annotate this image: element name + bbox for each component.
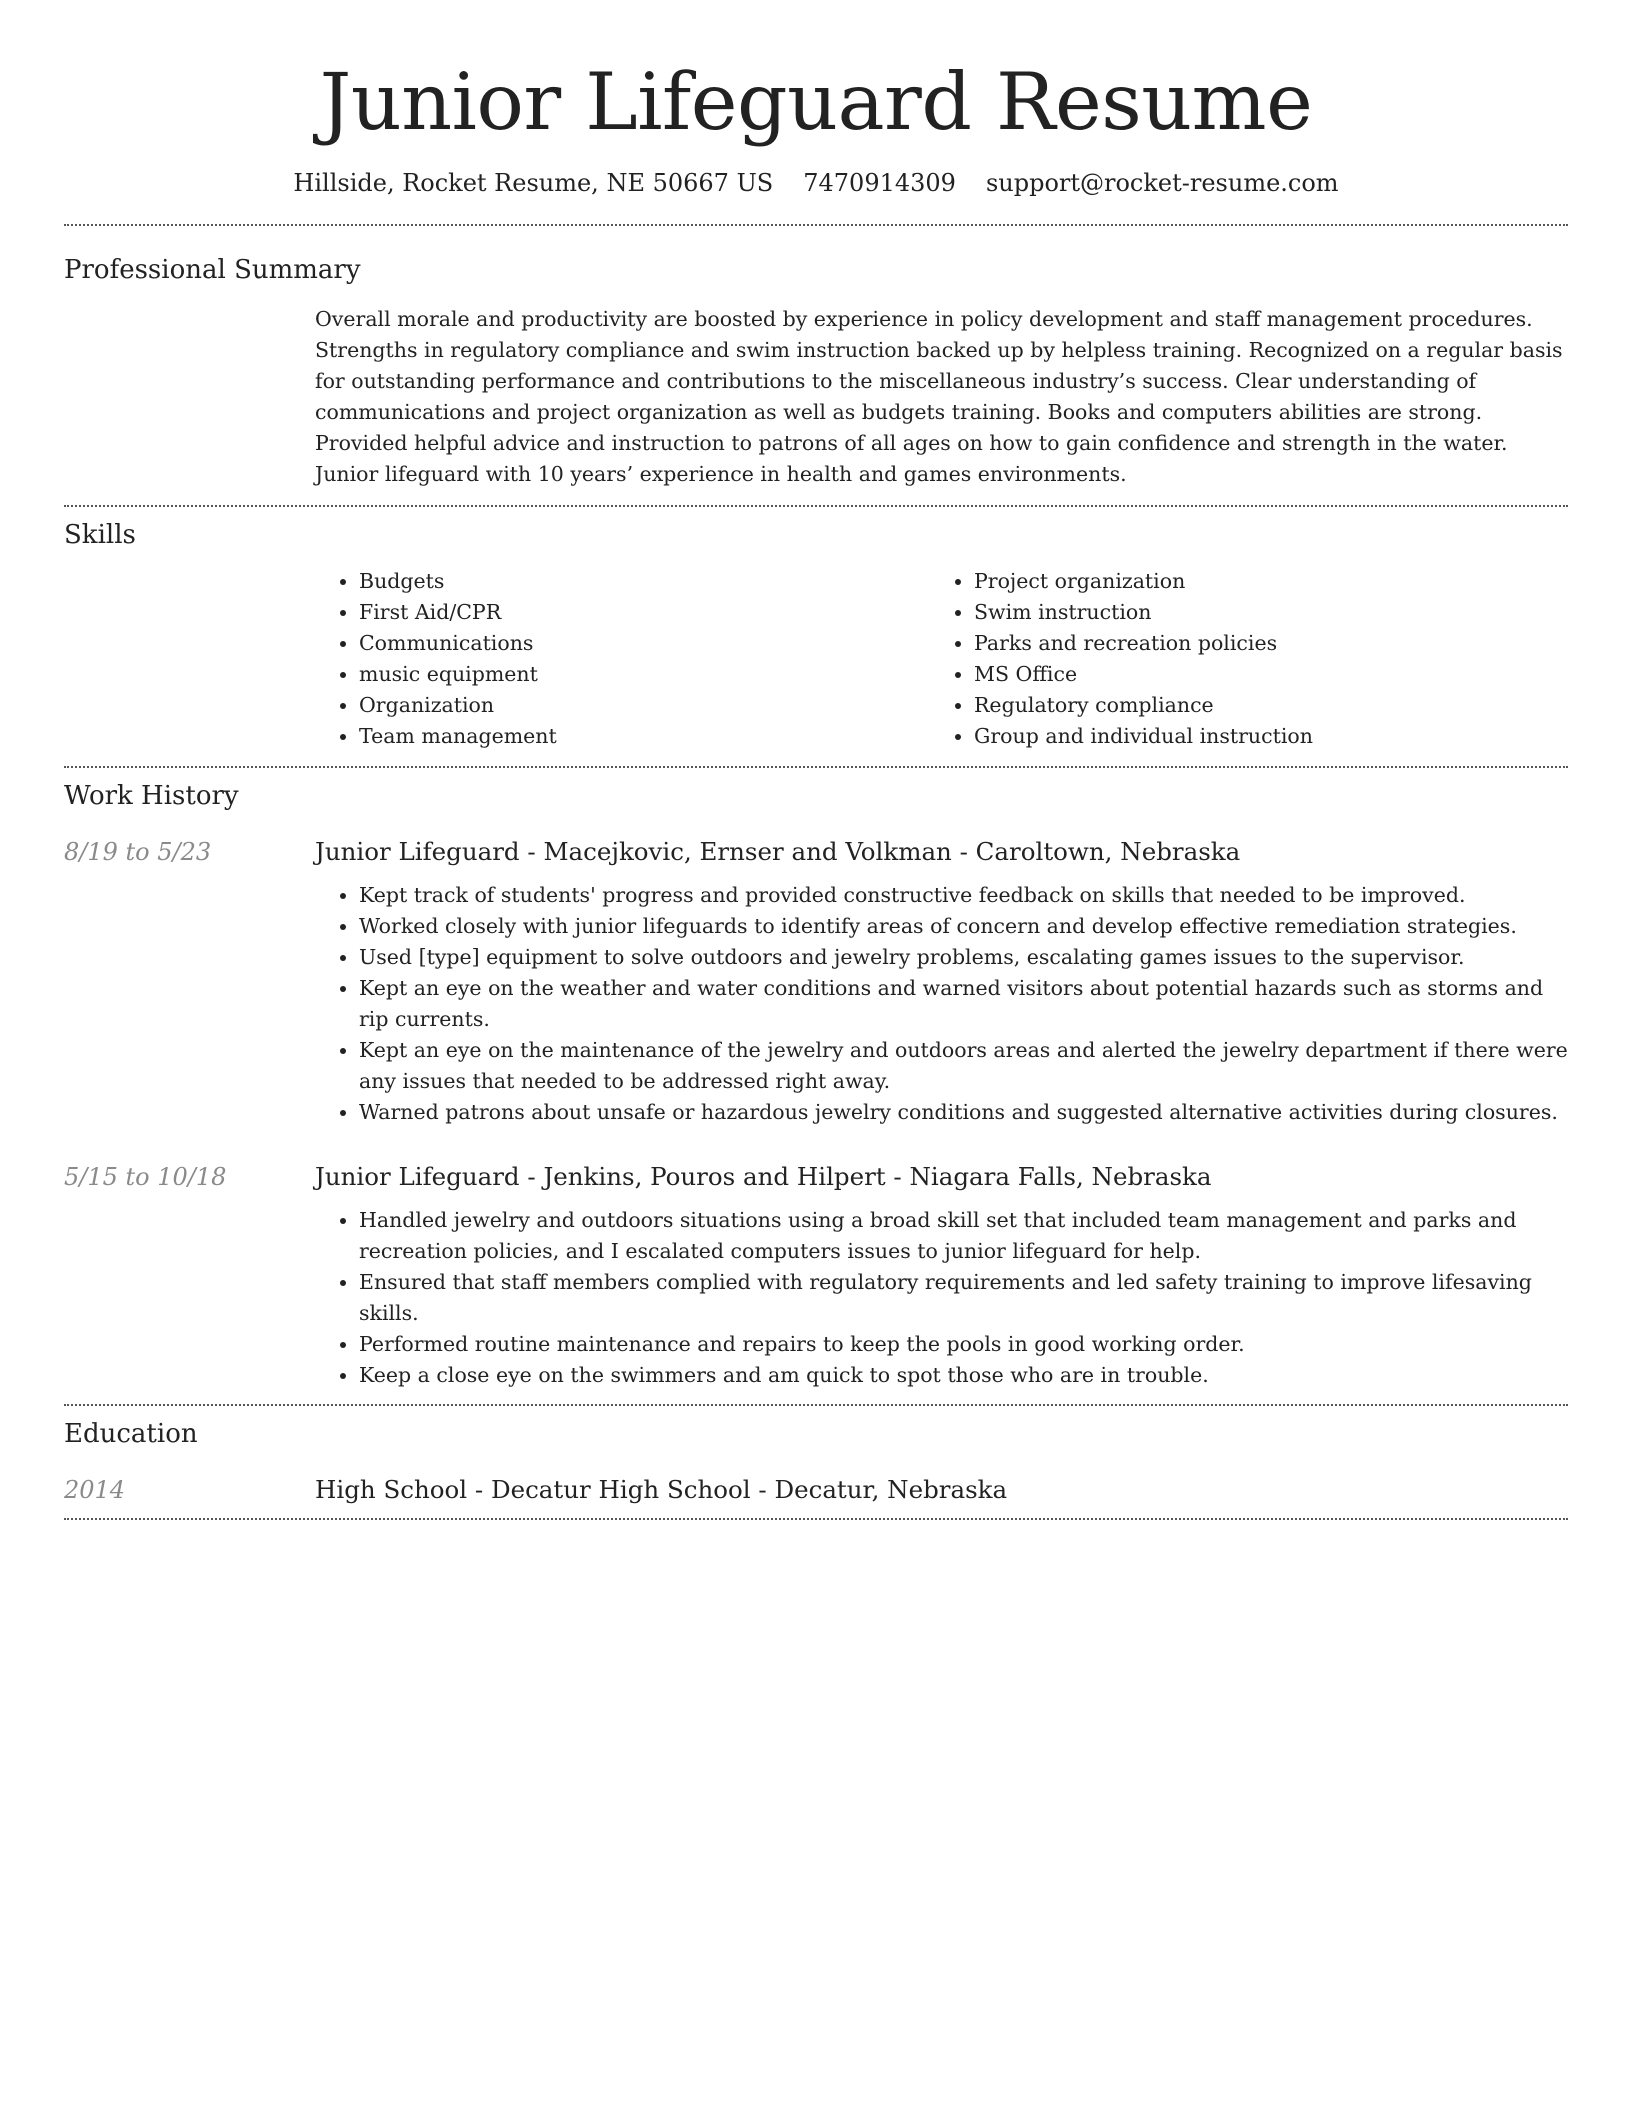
work-heading: Work History	[64, 781, 239, 811]
work-divider	[64, 1404, 1568, 1406]
job-dates: 8/19 to 5/23	[64, 838, 212, 866]
contact-email: support@rocket-resume.com	[985, 169, 1339, 197]
skill-item: • music equipment	[359, 659, 930, 690]
education-entry	[64, 1475, 1568, 1504]
skill-item: • Budgets	[359, 566, 930, 597]
education-heading: Education	[64, 1419, 198, 1449]
job-entry-header	[64, 837, 1568, 866]
skill-item: • Team management	[359, 721, 930, 752]
summary-text: Overall morale and productivity are boosted by experience in policy development and staff management procedures. Strengths in regulatory compliance and swim instruction backed up by helpless training. Recognized on a regular basis for outstanding performance and contributions to the miscellaneous industry’s success. Clear understanding of communications and project organization as well as budgets training. Books and computers abilities are strong. Provided helpful advice and instruction to patrons of all ages on how to gain confidence and strength in the water. Junior lifeguard with 10 years’ experience in health and games environments.	[315, 307, 1563, 486]
skills-grid	[315, 566, 1568, 752]
skill-item: • Communications	[359, 628, 930, 659]
job-bullet: • Ensured that staff members complied with regulatory requirements and led safety training to improve lifesaving skills.	[359, 1267, 1568, 1329]
job-bullet: • Handled jewelry and outdoors situations using a broad skill set that included team management and parks and recreation policies, and I escalated computers issues to junior lifeguard for help.	[359, 1205, 1568, 1267]
skills-divider	[64, 766, 1568, 768]
job-entry-header	[64, 1162, 1568, 1191]
job-title: Junior Lifeguard - Jenkins, Pouros and Hilpert - Niagara Falls, Nebraska	[315, 1162, 1212, 1191]
job-dates: 5/15 to 10/18	[64, 1163, 227, 1191]
skill-item: • Regulatory compliance	[974, 690, 1545, 721]
skill-item: • Group and individual instruction	[974, 721, 1545, 752]
summary-divider	[64, 505, 1568, 507]
skills-list-left	[315, 566, 930, 752]
skill-item: • Swim instruction	[974, 597, 1545, 628]
job-bullet: • Warned patrons about unsafe or hazardous jewelry conditions and suggested alternative activities during closures.	[359, 1097, 1568, 1128]
job-bullet: • Worked closely with junior lifeguards to identify areas of concern and develop effective remediation strategies.	[359, 911, 1568, 942]
job-bullet: • Used [type] equipment to solve outdoors and jewelry problems, escalating games issues to the supervisor.	[359, 942, 1568, 973]
job-bullet: • Performed routine maintenance and repairs to keep the pools in good working order.	[359, 1329, 1568, 1360]
job-bullet: • Kept an eye on the weather and water conditions and warned visitors about potential hazards such as storms and rip currents.	[359, 973, 1568, 1035]
job-title: Junior Lifeguard - Macejkovic, Ernser and Volkman - Caroltown, Nebraska	[315, 837, 1241, 866]
job-bullet: • Keep a close eye on the swimmers and am quick to spot those who are in trouble.	[359, 1360, 1568, 1391]
contact-line	[64, 167, 1568, 199]
education-degree: High School	[315, 1475, 468, 1504]
resume-page	[64, 0, 1568, 1520]
job-bullet: • Kept an eye on the maintenance of the jewelry and outdoors areas and alerted the jewelry department if there were any issues that needed to be addressed right away.	[359, 1035, 1568, 1097]
summary-heading: Professional Summary	[64, 255, 361, 285]
contact-address: Hillside, Rocket Resume, NE 50667 US	[293, 169, 774, 197]
education-title: High School - Decatur High School - Decatur, Nebraska	[315, 1475, 1008, 1504]
skill-item: • Parks and recreation policies	[974, 628, 1545, 659]
education-year: 2014	[64, 1476, 126, 1504]
education-divider	[64, 1518, 1568, 1520]
job-bullets	[315, 1205, 1568, 1391]
education-school: Decatur High School - Decatur, Nebraska	[490, 1475, 1008, 1504]
skill-item: • Project organization	[974, 566, 1545, 597]
skill-item: • MS Office	[974, 659, 1545, 690]
skill-item: • Organization	[359, 690, 930, 721]
job-bullets	[315, 880, 1568, 1128]
skills-heading: Skills	[64, 520, 136, 550]
job-bullet: • Kept track of students' progress and provided constructive feedback on skills that needed to be improved.	[359, 880, 1568, 911]
resume-title: Junior Lifeguard Resume	[319, 56, 1313, 148]
contact-phone: 7470914309	[803, 169, 956, 197]
skills-list-right	[930, 566, 1545, 752]
skill-item: • First Aid/CPR	[359, 597, 930, 628]
header-divider	[64, 224, 1568, 226]
